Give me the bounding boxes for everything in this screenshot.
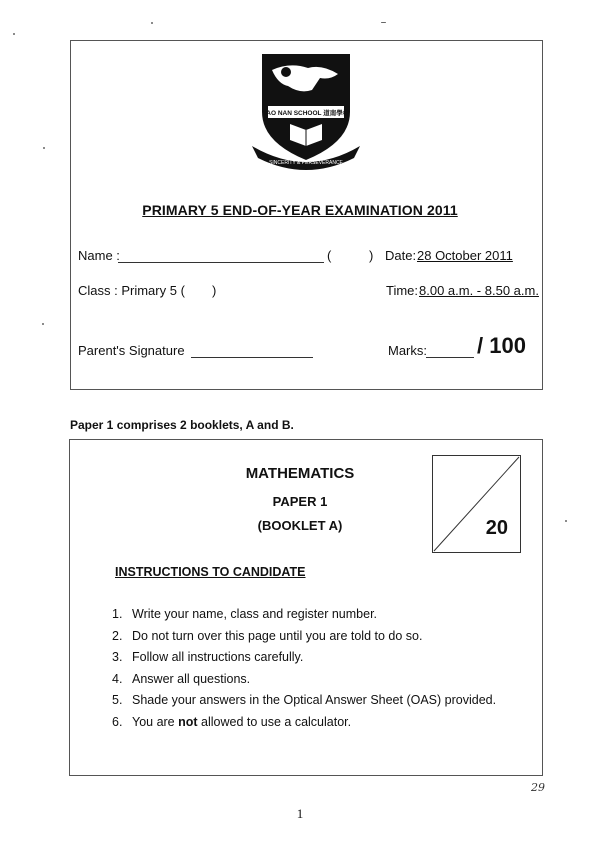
scan-speck <box>151 22 153 24</box>
svg-text:SINCERITY & PERSEVERANCE: SINCERITY & PERSEVERANCE <box>269 160 343 166</box>
marks-field[interactable] <box>426 343 474 358</box>
instruction-item: 6. You are not allowed to use a calculator. <box>112 714 352 729</box>
date-value: 28 October 2011 <box>417 248 513 263</box>
emphasis-not: not <box>178 714 198 729</box>
name-paren-open: ( <box>327 248 332 263</box>
time-label: Time: <box>386 283 419 298</box>
instructions-heading: INSTRUCTIONS TO CANDIDATE <box>115 565 306 579</box>
marks-total: / 100 <box>477 333 526 358</box>
handwritten-note: 29 <box>531 781 545 794</box>
name-paren-close: ) <box>369 248 374 263</box>
scan-speck <box>13 33 15 35</box>
instruction-item: 1. Write your name, class and register number. <box>112 607 378 621</box>
scan-speck <box>43 147 45 149</box>
instruction-item: 2. Do not turn over this page until you are told to do so. <box>112 628 423 643</box>
class-paren-close: ) <box>212 283 217 298</box>
score-box <box>432 455 521 553</box>
instructions-list <box>112 604 496 734</box>
subject-title: MATHEMATICS <box>245 465 355 482</box>
score-out-of: 20 <box>485 517 508 539</box>
parent-signature-field[interactable] <box>191 343 313 358</box>
school-crest-logo <box>250 50 362 172</box>
scan-speck <box>42 323 44 325</box>
name-label: Name : <box>78 248 120 263</box>
scan-speck <box>381 22 386 23</box>
date-label: Date: <box>385 248 417 263</box>
instruction-item: 5. Shade your answers in the Optical Answer Sheet (OAS) provided. <box>112 693 497 708</box>
name-field[interactable] <box>118 248 324 263</box>
paper-label: PAPER 1 <box>272 494 328 509</box>
marks-label: Marks: <box>388 343 427 358</box>
paper-note: Paper 1 comprises 2 booklets, A and B. <box>70 418 294 432</box>
time-value: 8.00 a.m. - 8.50 a.m. <box>419 283 539 298</box>
parent-signature-label: Parent's Signature <box>78 343 185 358</box>
page-number: 1 <box>296 806 304 821</box>
class-label: Class : Primary 5 ( <box>78 283 185 298</box>
svg-text:TAO NAN SCHOOL 道南學校: TAO NAN SCHOOL 道南學校 <box>262 110 350 117</box>
exam-title: PRIMARY 5 END-OF-YEAR EXAMINATION 2011 <box>142 202 458 218</box>
instruction-item: 3. Follow all instructions carefully. <box>112 650 304 665</box>
instruction-item: 4. Answer all questions. <box>112 671 251 686</box>
booklet-label: (BOOKLET A) <box>257 518 343 533</box>
